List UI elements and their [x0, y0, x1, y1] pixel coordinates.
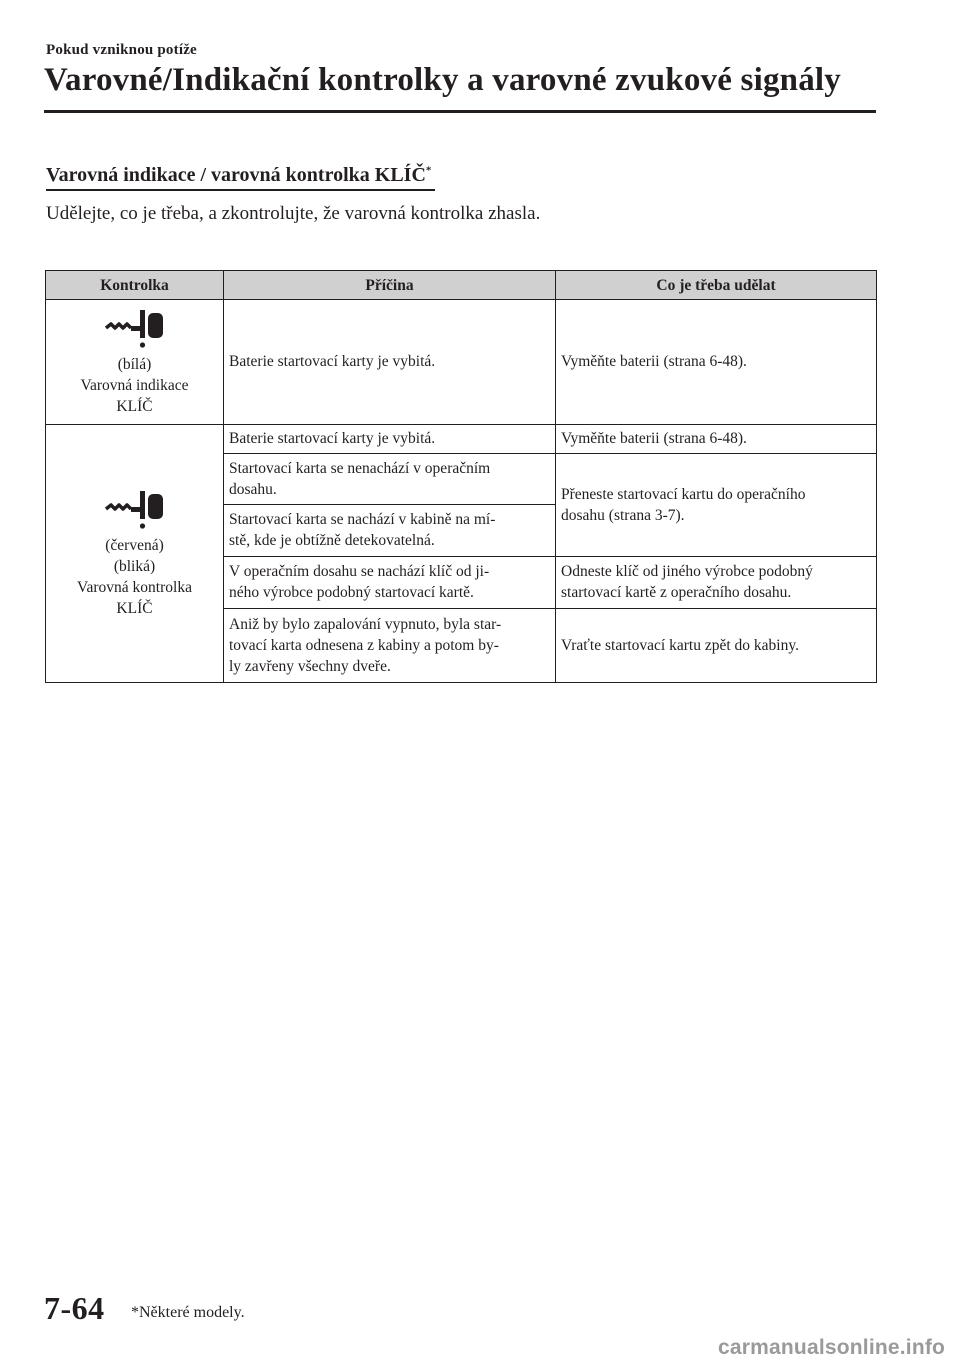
action-cell: Vyměňte baterii (strana 6-48).	[556, 300, 877, 425]
section-label: Pokud vzniknou potíže	[46, 42, 197, 58]
cause-line: stě, kde je obtížně detekovatelná.	[229, 532, 435, 549]
cause-line: Startovací karta se nachází v kabině na mí-	[229, 511, 496, 528]
action-cell: Vraťte startovací kartu zpět do kabiny.	[556, 609, 877, 683]
action-cell: Vyměňte baterii (strana 6-48).	[556, 425, 877, 454]
cause-line: Aniž by bylo zapalování vypnuto, byla star-	[229, 615, 502, 633]
watermark-link[interactable]: carmanualsonline.info	[718, 1336, 946, 1359]
table-row	[46, 425, 877, 454]
chapter-title: Varovné/Indikační kontrolky a varovné zvukové signály	[44, 62, 841, 98]
header-indicator: Kontrolka	[46, 271, 224, 300]
header-action: Co je třeba udělat	[556, 271, 877, 300]
warning-table	[45, 270, 877, 683]
indicator-red-cell	[46, 425, 224, 683]
footnote: *Některé modely.	[131, 1304, 245, 1321]
cause-cell	[224, 454, 556, 505]
cause-line: ného výrobce podobný startovací kartě.	[229, 584, 474, 601]
indicator-white-cell	[46, 300, 224, 425]
action-line: startovací kartě z operačního dosahu.	[561, 584, 792, 601]
indicator-name-key: KLÍČ	[116, 599, 153, 617]
indicator-name: Varovná indikace	[80, 376, 189, 394]
indicator-color-note: (bílá)	[117, 355, 152, 373]
action-line: dosahu (strana 3-7).	[561, 506, 685, 524]
cause-cell	[224, 557, 556, 609]
table-header-row	[46, 271, 877, 300]
cause-cell: Baterie startovací karty je vybitá.	[224, 300, 556, 425]
indicator-color-note: (červená)	[105, 536, 164, 554]
indicator-name-key: KLÍČ	[116, 397, 153, 415]
key-warning-icon	[104, 308, 166, 350]
key-warning-icon	[104, 489, 166, 531]
title-divider	[44, 110, 876, 113]
indicator-state-note: (bliká)	[113, 557, 156, 575]
page-number: 7-64	[44, 1290, 105, 1326]
cause-line: Startovací karta se nenachází v operačním	[229, 459, 491, 477]
cause-line: V operačním dosahu se nachází klíč od ji-	[229, 563, 490, 580]
action-line: Přeneste startovací kartu do operačního	[561, 485, 806, 503]
indicator-name: Varovná kontrolka	[77, 578, 192, 596]
cause-line: dosahu.	[229, 480, 277, 498]
cause-line: tovací karta odnesena z kabiny a potom by-	[229, 636, 499, 654]
footnote-mark: *	[425, 164, 432, 177]
intro-text: Udělejte, co je třeba, a zkontrolujte, že varovná kontrolka zhasla.	[46, 203, 541, 224]
subsection-heading-text: Varovná indikace / varovná kontrolka KLÍČ	[46, 164, 426, 186]
cause-cell	[224, 505, 556, 557]
cause-line: ly zavřeny všechny dveře.	[229, 657, 391, 675]
subsection-heading	[46, 164, 435, 191]
cause-cell	[224, 609, 556, 683]
header-cause: Příčina	[224, 271, 556, 300]
action-cell	[556, 557, 877, 609]
table-row	[46, 300, 877, 425]
action-line: Odneste klíč od jiného výrobce podobný	[561, 563, 813, 580]
cause-cell: Baterie startovací karty je vybitá.	[224, 425, 556, 454]
action-cell	[556, 454, 877, 557]
